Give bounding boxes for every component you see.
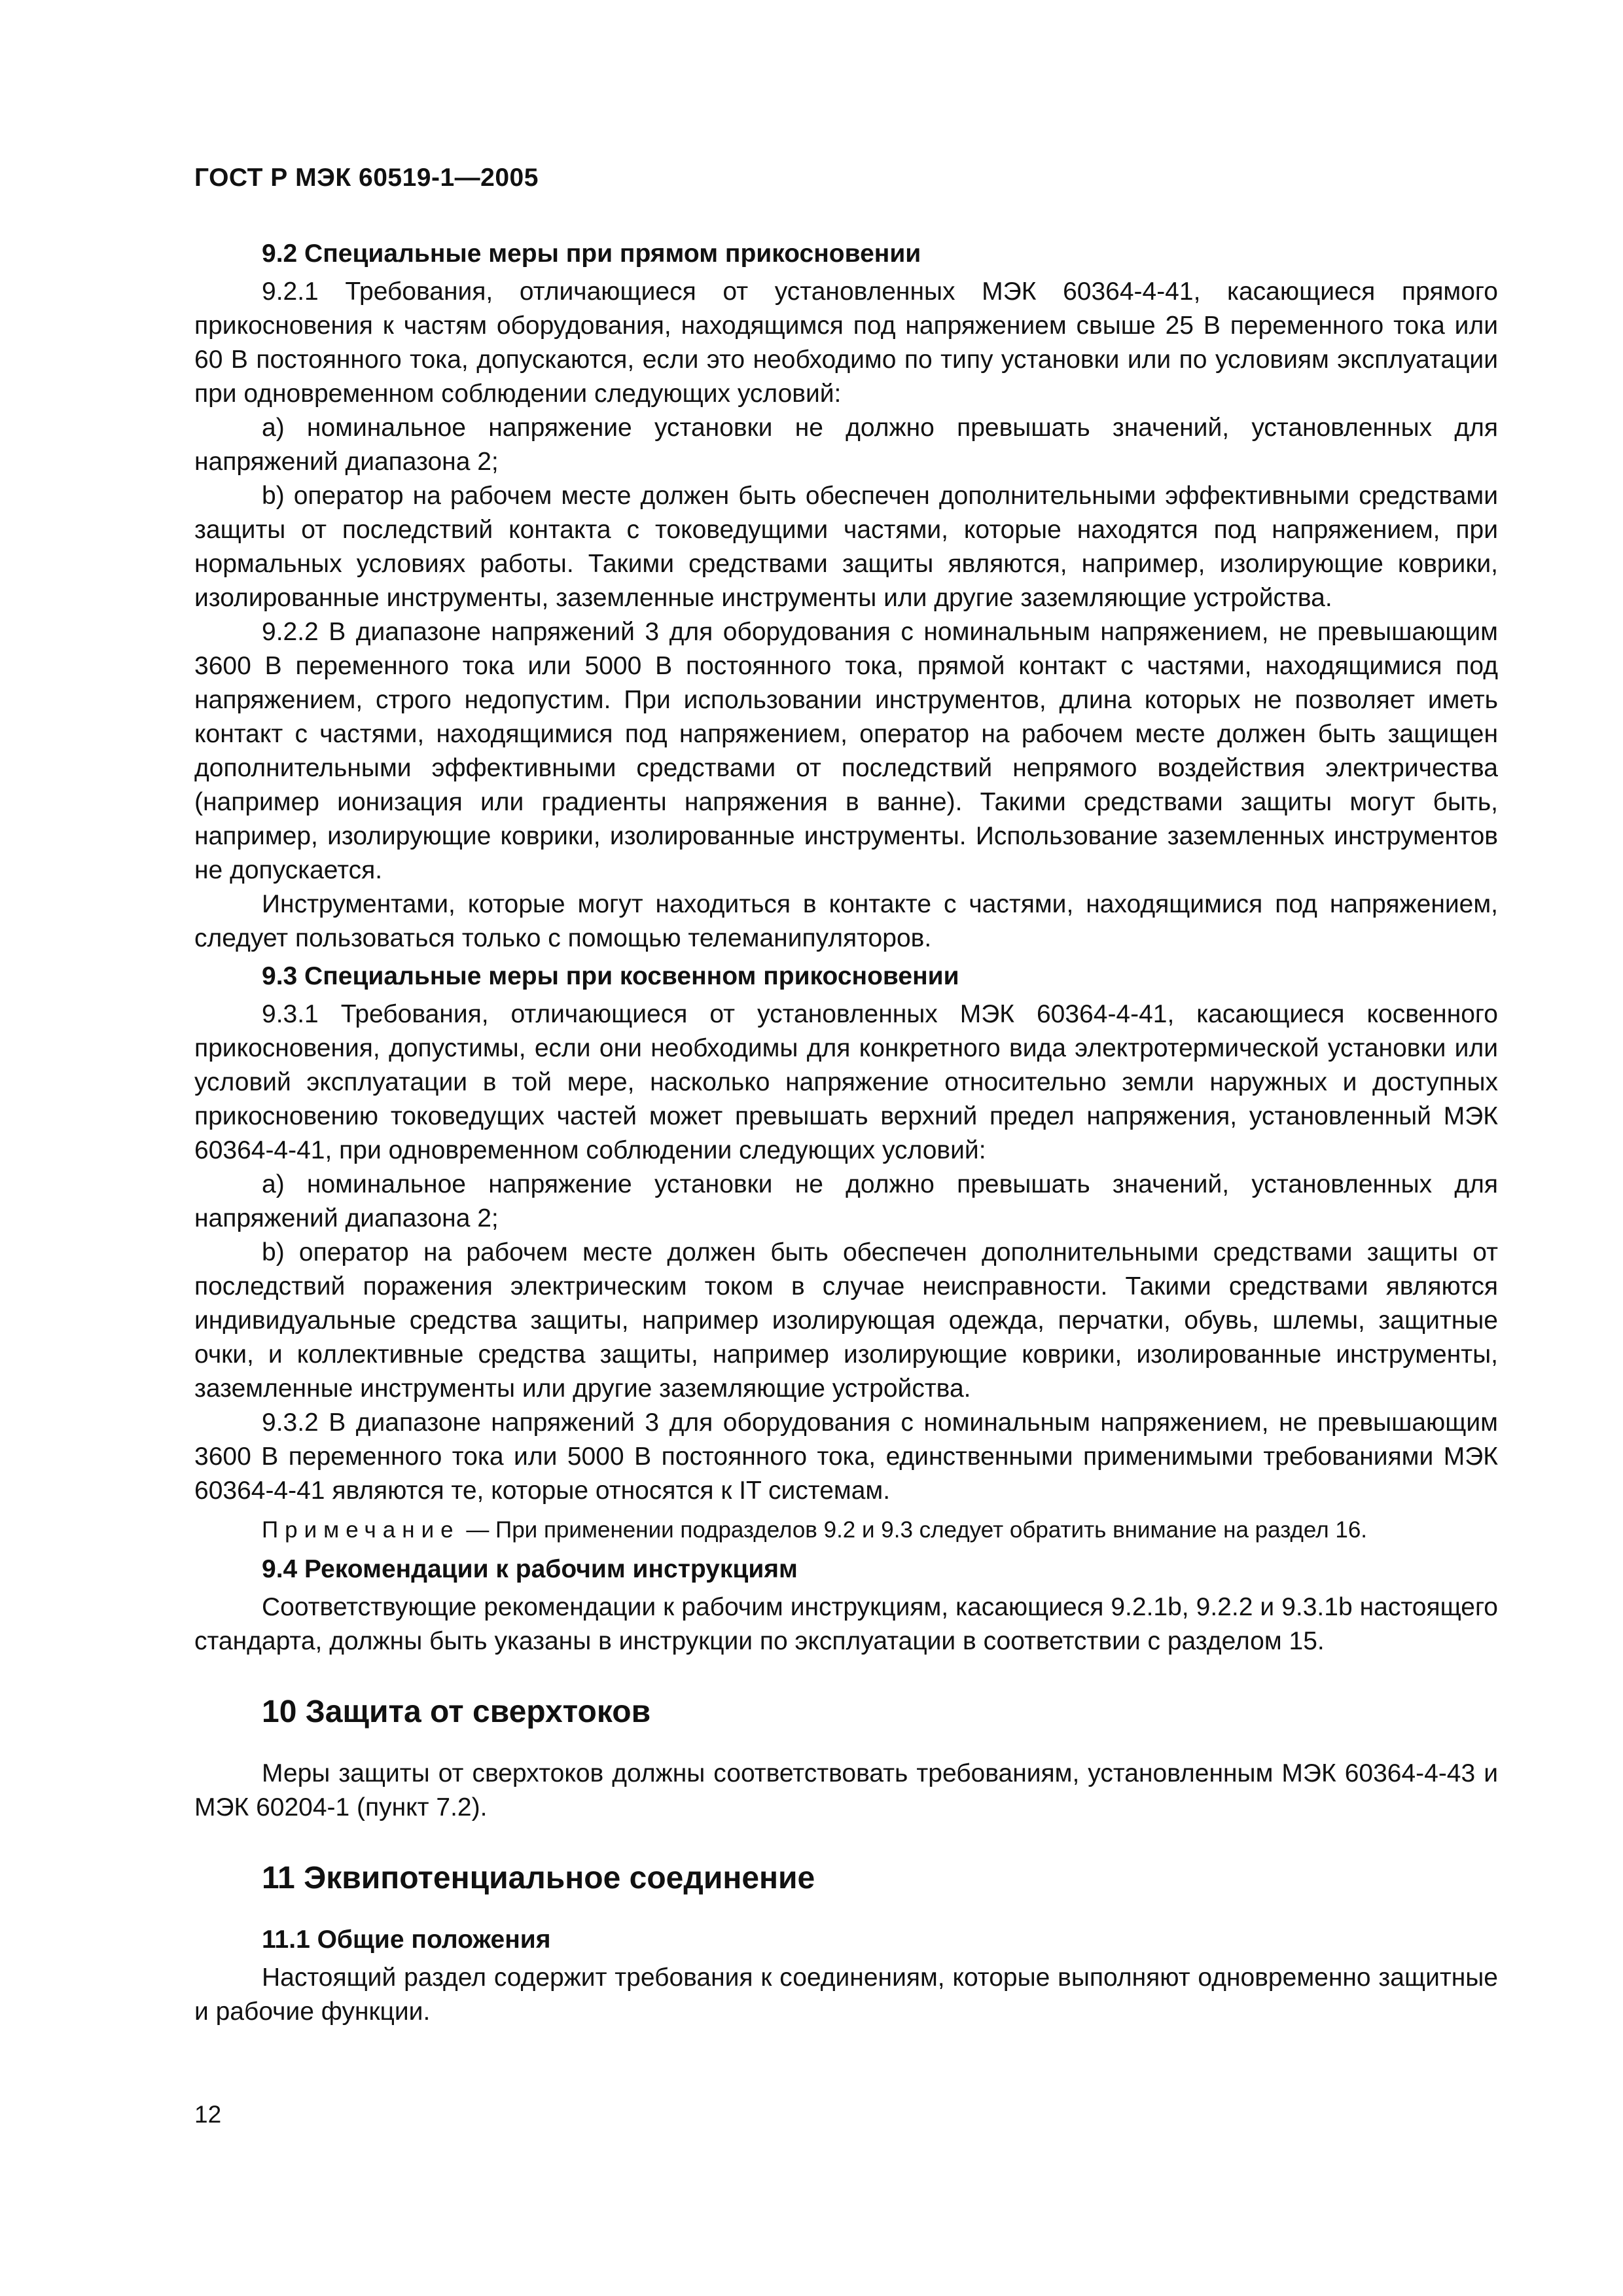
note-text: — При применении подразделов 9.2 и 9.3 следует обратить внимание на раздел 16. <box>466 1517 1368 1543</box>
paragraph-9-3-1-a: a) номинальное напряжение установки не должно превышать значений, установленных для напряжений диапазона 2; <box>194 1170 1498 1232</box>
subsection-heading-9-3: 9.3 Специальные меры при косвенном прикосновении <box>262 962 959 990</box>
paragraph-9-4: Соответствующие рекомендации к рабочим инструкциям, касающиеся 9.2.1b, 9.2.2 и 9.3.1b настоящего стандарта, должны быть указаны в инструкции по эксплуатации в соответствии с разделом 15. <box>194 1593 1498 1655</box>
paragraph-9-3-1: 9.3.1 Требования, отличающиеся от установленных МЭК 60364-4-41, касающиеся косвенного прикосновения, допустимы, если они необходимы для конкретного вида электротермической установки или условий эксплуатации в той мере, насколько напряжение относительно земли наружных и доступных прикосновению токоведущих частей может превышать верхний предел напряжения, установленный МЭК 60364-4-41, при одновременном соблюдении следующих условий: <box>194 1000 1498 1164</box>
paragraph-9-3-2: 9.3.2 В диапазоне напряжений 3 для оборудования с номинальным напряжением, не превышающим 3600 В переменного тока или 5000 В постоянного тока, единственными применимыми требованиями МЭК 60364-4-41 являются те, которые относятся к IT системам. <box>194 1408 1498 1505</box>
subsection-heading-11-1: 11.1 Общие положения <box>262 1926 551 1954</box>
paragraph-9-2-1-b: b) оператор на рабочем месте должен быть обеспечен дополнительными эффективными средствами защиты от последствий контакта с токоведущими частями, которые находятся под напряжением, при нормальных условиях работы. Такими средствами защиты являются, например, изолирующие коврики, изолированные инструменты, заземленные инструменты или другие заземляющие устройства. <box>194 482 1498 612</box>
paragraph-11-1: Настоящий раздел содержит требования к соединениям, которые выполняют одновременно защитные и рабочие функции. <box>194 1964 1498 2026</box>
note <box>194 1513 1498 1547</box>
paragraph-10: Меры защиты от сверхтоков должны соответствовать требованиям, установленным МЭК 60364-4-43 и МЭК 60204-1 (пункт 7.2). <box>194 1759 1498 1821</box>
paragraph-9-3-1-b: b) оператор на рабочем месте должен быть обеспечен дополнительными средствами защиты от последствий поражения электрическим током в случае неисправности. Такими средствами являются индивидуальные средства защиты, например изолирующая одежда, перчатки, обувь, шлемы, защитные очки, и коллективные средства защиты, например изолирующие коврики, изолированные инструменты, заземленные инструменты или другие заземляющие устройства. <box>194 1238 1498 1403</box>
subsection-heading-9-4: 9.4 Рекомендации к рабочим инструкциям <box>262 1555 798 1583</box>
section-heading-11: 11 Эквипотенциальное соединение <box>262 1861 815 1895</box>
paragraph-9-2-1: 9.2.1 Требования, отличающиеся от установленных МЭК 60364-4-41, касающиеся прямого прикосновения к частям оборудования, находящимся под напряжением свыше 25 В переменного тока или 60 В постоянного тока, допускаются, если это необходимо по типу установки или по условиям эксплуатации при одновременном соблюдении следующих условий: <box>194 278 1498 408</box>
paragraph-9-2-2: 9.2.2 В диапазоне напряжений 3 для оборудования с номинальным напряжением, не превышающим 3600 В переменного тока или 5000 В постоянного тока, прямой контакт с частями, находящимися под напряжением, строго недопустим. При использовании инструментов, длина которых не позволяет иметь контакт с частями, находящимися под напряжением, оператор на рабочем месте должен быть защищен дополнительными эффективными средствами от последствий непрямого воздействия электричества (например ионизация или градиенты напряжения в ванне). Такими средствами защиты могут быть, например, изолирующие коврики, изолированные инструменты. Использование заземленных инструментов не допускается. <box>194 618 1498 884</box>
page-number: 12 <box>194 2101 222 2128</box>
page-body <box>194 237 1498 2029</box>
document-header: ГОСТ Р МЭК 60519-1—2005 <box>194 164 539 192</box>
subsection-heading-9-2: 9.2 Специальные меры при прямом прикосновении <box>262 240 921 268</box>
paragraph-9-2-1-a: a) номинальное напряжение установки не должно превышать значений, установленных для напряжений диапазона 2; <box>194 414 1498 476</box>
section-heading-10: 10 Защита от сверхтоков <box>262 1695 651 1729</box>
note-label: Примечание <box>262 1517 460 1543</box>
paragraph-9-2-2-tools: Инструментами, которые могут находиться в контакте с частями, находящимися под напряжением, следует пользоваться только с помощью телеманипуляторов. <box>194 890 1498 952</box>
